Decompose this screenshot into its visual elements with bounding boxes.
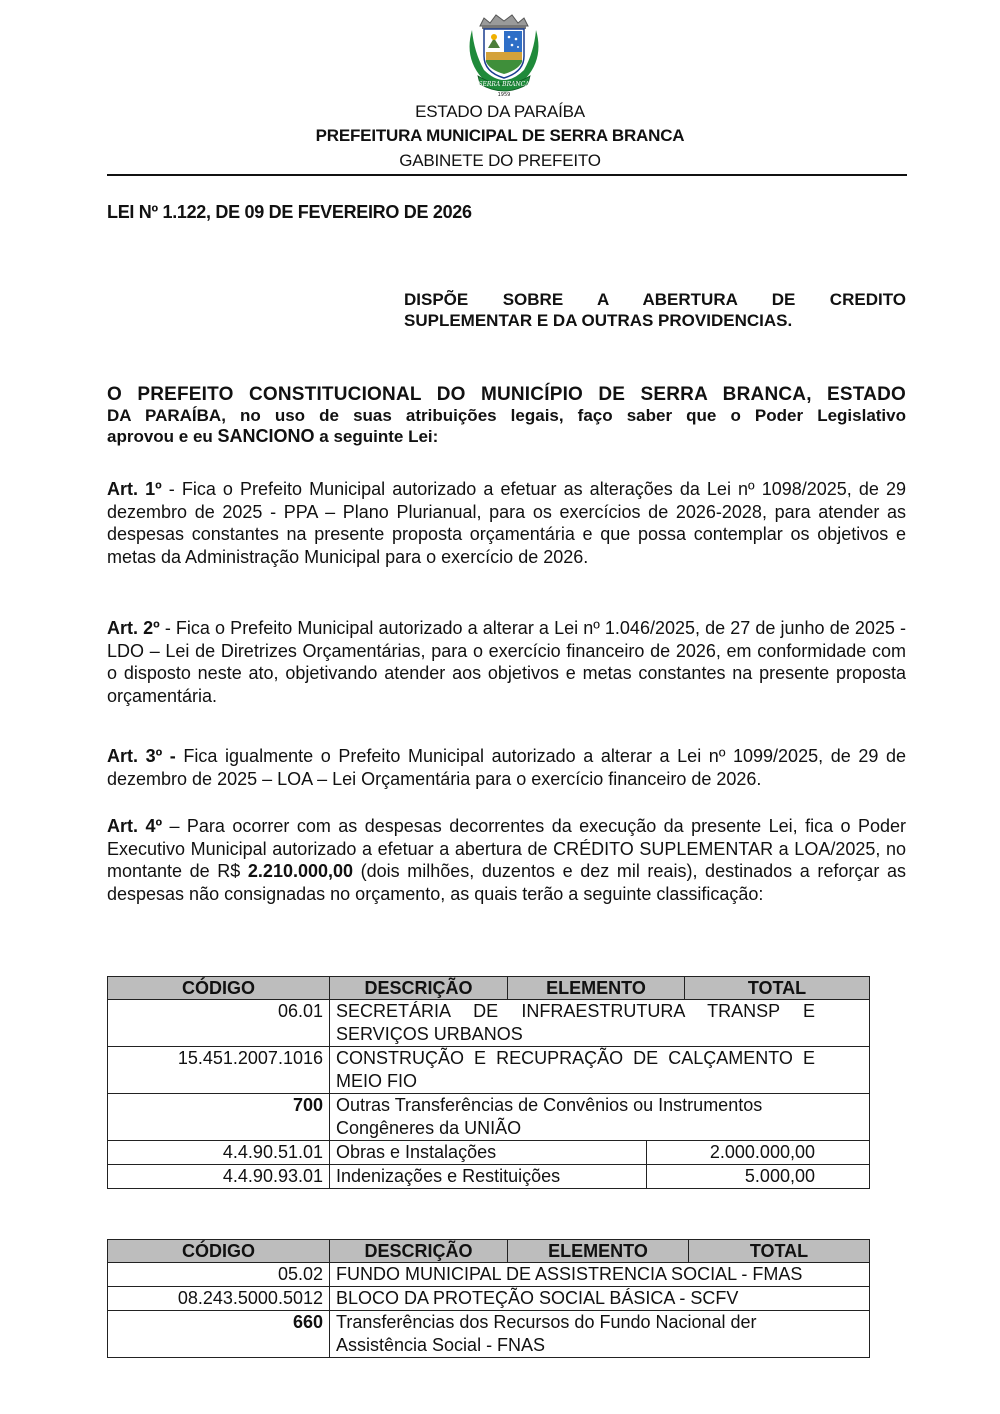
- row-code: 4.4.90.51.01: [108, 1141, 330, 1165]
- article-4-label: Art. 4º: [107, 816, 163, 836]
- row-code: 05.02: [108, 1263, 330, 1287]
- table-row: [108, 1047, 870, 1094]
- crest-year: 1959: [497, 92, 511, 98]
- header-element: ELEMENTO: [508, 1240, 689, 1262]
- preamble: [107, 384, 906, 447]
- budget-table-2: [107, 1239, 870, 1358]
- article-4-text-b: (dois milhões, duzentos e dez mil reais), destinados a reforçar as despesas não consignadas no orçamento, as quais terão a seguinte classificação:: [107, 861, 906, 904]
- row-description: BLOCO DA PROTEÇÃO SOCIAL BÁSICA - SCFV: [330, 1287, 870, 1311]
- row-total: 2.000.000,00: [647, 1141, 870, 1165]
- header-description: DESCRIÇÃO: [330, 977, 508, 999]
- article-1: [107, 478, 906, 568]
- header-office: GABINETE DO PREFEITO: [399, 151, 601, 170]
- article-1-text: - Fica o Prefeito Municipal autorizado a efetuar as alterações da Lei nº 1098/2025, de 29 dezembro de 2025 - PPA – Plano Plurianual, para os exercícios de 2026-2028, para atender as despesas constantes na presente proposta orçamentária e que possa contemplar os objetivos e metas da Administração Municipal para o exercício de 2026.: [107, 479, 906, 567]
- row-description: FUNDO MUNICIPAL DE ASSISTRENCIA SOCIAL - FMAS: [330, 1263, 870, 1287]
- table-row: [108, 1141, 870, 1165]
- table-row: [108, 1165, 870, 1189]
- header-total: TOTAL: [747, 978, 807, 998]
- header-element: ELEMENTO: [508, 977, 685, 999]
- table-row: [108, 1000, 870, 1047]
- row-description: Transferências dos Recursos do Fundo Nacional der Assistência Social - FNAS: [330, 1311, 870, 1358]
- article-4-amount: 2.210.000,00: [247, 861, 354, 881]
- header-municipality: PREFEITURA MUNICIPAL DE SERRA BRANCA: [315, 126, 685, 145]
- header-code: CÓDIGO: [108, 1240, 330, 1263]
- row-description: Indenizações e Restituições: [330, 1165, 647, 1189]
- preamble-line-3-a: aprovou e eu: [107, 427, 218, 446]
- table-row: [108, 1263, 870, 1287]
- row-description: Obras e Instalações: [330, 1141, 647, 1165]
- row-code: 4.4.90.93.01: [108, 1165, 330, 1189]
- header-state: ESTADO DA PARAÍBA: [415, 102, 585, 121]
- header-divider: [107, 174, 907, 176]
- header-description: DESCRIÇÃO: [330, 1240, 508, 1262]
- preamble-line-2: DA PARAÍBA, no uso de suas atribuições legais, faço saber que o Poder Legislativo: [107, 406, 906, 425]
- article-1-label: Art. 1º: [107, 479, 162, 499]
- row-code: 15.451.2007.1016: [108, 1047, 330, 1094]
- row-description: Outras Transferências de Convênios ou Instrumentos Congêneres da UNIÃO: [330, 1094, 870, 1141]
- municipal-crest-logo: [462, 12, 546, 98]
- article-2: [107, 617, 906, 707]
- article-4: [107, 815, 906, 905]
- row-description: SECRETÁRIA DE INFRAESTRUTURA TRANSP E SERVIÇOS URBANOS: [330, 1000, 870, 1047]
- header-desc-element: [330, 1240, 870, 1263]
- row-code: 660: [108, 1311, 330, 1358]
- table-row: [108, 1311, 870, 1358]
- row-total: 5.000,00: [647, 1165, 870, 1189]
- crest-motto: SERRA BRANCA: [478, 81, 530, 88]
- ementa-line-2: SUPLEMENTAR E DA OUTRAS PROVIDENCIAS.: [404, 311, 793, 330]
- ementa-line-1: DISPÕE SOBRE A ABERTURA DE CREDITO: [404, 290, 906, 309]
- table-header-row: [108, 977, 870, 1000]
- preamble-line-3: [107, 426, 906, 447]
- ementa: [404, 289, 906, 331]
- table-header-row: [108, 1240, 870, 1263]
- row-code: 08.243.5000.5012: [108, 1287, 330, 1311]
- article-2-text: - Fica o Prefeito Municipal autorizado a alterar a Lei nº 1.046/2025, de 27 de junho de 2025 - LDO – Lei de Diretrizes Orçamentárias, para o exercício financeiro de 2026, em conformidade com o disposto neste ato, objetivando atender aos objetivos e metas constantes na presente proposta orçamentária.: [107, 618, 906, 706]
- article-3-text: Fica igualmente o Prefeito Municipal autorizado a alterar a Lei nº 1099/2025, de 29 de dezembro de 2025 – LOA – Lei Orçamentária para o exercício financeiro de 2026.: [107, 746, 906, 789]
- article-2-label: Art. 2º: [107, 618, 160, 638]
- budget-table-1: [107, 976, 870, 1189]
- header-code: CÓDIGO: [108, 977, 330, 1000]
- law-title: LEI Nº 1.122, DE 09 DE FEVEREIRO DE 2026: [107, 202, 472, 222]
- preamble-line-1: O PREFEITO CONSTITUCIONAL DO MUNICÍPIO DE SERRA BRANCA, ESTADO: [107, 384, 906, 405]
- header-desc-element: [330, 977, 870, 1000]
- header-total: TOTAL: [749, 1241, 809, 1261]
- table-row: [108, 1287, 870, 1311]
- preamble-line-3-c: a seguinte Lei:: [314, 427, 439, 446]
- article-4-text-a: – Para ocorrer com as despesas decorrentes da execução da presente Lei, fica o Poder Executivo Municipal autorizado a efetuar a abertura de CRÉDITO SUPLEMENTAR a LOA/2025, no montante de R$: [107, 816, 906, 881]
- table-row: [108, 1094, 870, 1141]
- row-code: 700: [108, 1094, 330, 1141]
- article-3-label: Art. 3º -: [107, 746, 176, 766]
- preamble-sanciono: SANCIONO: [217, 426, 315, 446]
- row-description: CONSTRUÇÃO E RECUPRAÇÃO DE CALÇAMENTO E MEIO FIO: [330, 1047, 870, 1094]
- article-3: [107, 745, 906, 790]
- row-code: 06.01: [108, 1000, 330, 1047]
